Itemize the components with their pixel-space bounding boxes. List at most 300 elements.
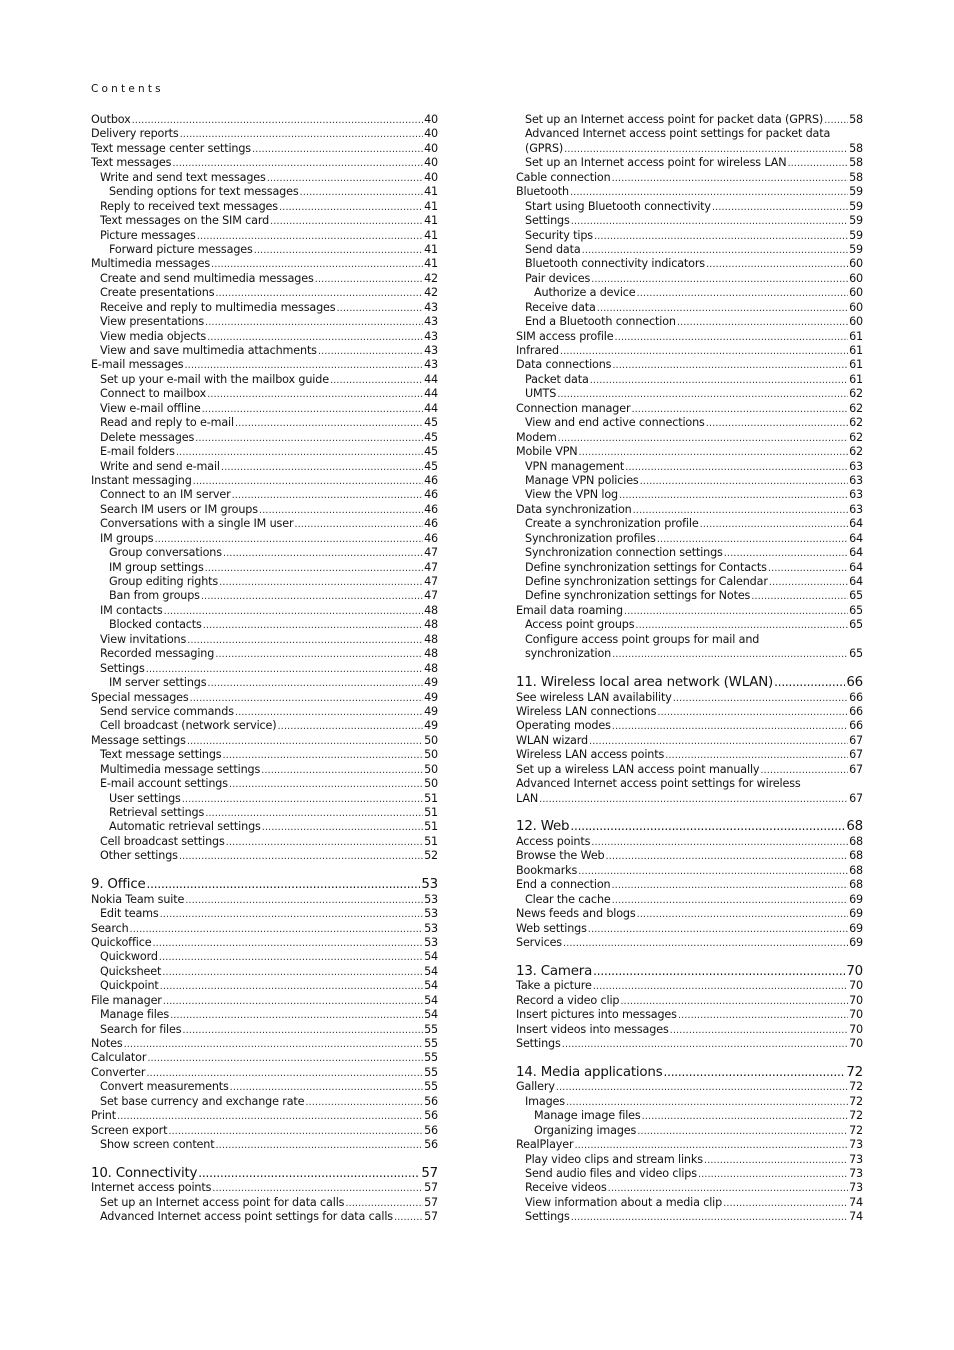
toc-entry[interactable] (91, 950, 438, 964)
toc-entry-title: Manage files (100, 1008, 170, 1022)
toc-entry[interactable] (91, 402, 438, 416)
toc-entry[interactable] (516, 633, 863, 662)
toc-entry-title: Text message center settings (91, 141, 251, 155)
toc-entry[interactable] (91, 286, 438, 300)
dot-leader (633, 504, 848, 518)
toc-entry[interactable] (91, 257, 438, 271)
toc-entry[interactable] (516, 1109, 863, 1123)
toc-entry[interactable] (516, 200, 863, 214)
toc-page-number: 59 (849, 199, 863, 213)
toc-entry-title: IM contacts (100, 603, 163, 617)
toc-entry[interactable] (516, 1008, 863, 1022)
toc-entry-title: Settings (525, 214, 570, 228)
toc-entry[interactable] (516, 561, 863, 575)
toc-entry[interactable] (516, 575, 863, 589)
toc-entry-title: Instant messaging (91, 473, 192, 487)
dot-leader (222, 749, 423, 763)
dot-leader (197, 230, 423, 244)
toc-entry[interactable] (516, 373, 863, 387)
toc-entry[interactable] (91, 820, 438, 834)
toc-page-number: 67 (849, 791, 863, 805)
dot-leader (182, 1024, 423, 1038)
toc-entry[interactable] (516, 214, 863, 228)
toc-chapter-heading[interactable] (516, 675, 863, 691)
toc-entry[interactable] (91, 1080, 438, 1094)
toc-entry[interactable] (516, 763, 863, 777)
toc-page-number: 46 (424, 502, 438, 516)
toc-page-number: 55 (424, 1080, 438, 1094)
toc-page-number: 58 (849, 170, 863, 184)
toc-entry[interactable] (91, 387, 438, 401)
dot-leader (570, 819, 845, 835)
toc-page-number: 54 (424, 950, 438, 964)
toc-entry[interactable] (91, 185, 438, 199)
dot-leader (261, 764, 423, 778)
toc-entry[interactable] (516, 893, 863, 907)
toc-entry[interactable] (91, 373, 438, 387)
toc-entry-title: Connect to an IM server (100, 488, 231, 502)
toc-entry[interactable] (91, 1066, 438, 1080)
toc-entry[interactable] (91, 272, 438, 286)
toc-entry[interactable] (516, 344, 863, 358)
toc-entry[interactable] (516, 1080, 863, 1094)
toc-entry[interactable] (516, 402, 863, 416)
toc-entry[interactable] (91, 315, 438, 329)
toc-entry[interactable] (516, 185, 863, 199)
dot-leader (670, 1024, 848, 1038)
dot-leader (787, 157, 848, 171)
toc-page-number: 70 (849, 1022, 863, 1036)
toc-entry[interactable] (516, 243, 863, 257)
toc-page-number: 73 (849, 1138, 863, 1152)
toc-page-number: 40 (424, 141, 438, 155)
toc-page-number: 46 (424, 517, 438, 531)
toc-entry[interactable] (91, 517, 438, 531)
toc-entry[interactable] (91, 792, 438, 806)
toc-entry[interactable] (91, 1095, 438, 1109)
toc-entry[interactable] (91, 994, 438, 1008)
toc-entry[interactable] (516, 315, 863, 329)
toc-entry[interactable] (516, 1124, 863, 1138)
toc-chapter-heading[interactable] (91, 877, 438, 893)
toc-entry[interactable] (91, 1196, 438, 1210)
toc-entry[interactable] (516, 907, 863, 921)
toc-entry[interactable] (516, 546, 863, 560)
toc-page-number: 45 (424, 416, 438, 430)
toc-entry[interactable] (91, 719, 438, 733)
toc-entry[interactable] (91, 546, 438, 560)
toc-entry[interactable] (91, 1023, 438, 1037)
toc-page-number: 73 (849, 1181, 863, 1195)
toc-entry[interactable] (91, 1008, 438, 1022)
dot-leader (562, 1038, 848, 1052)
toc-page-number: 62 (849, 401, 863, 415)
toc-entry-title: Advanced Internet access point settings for data calls (100, 1210, 393, 1224)
toc-entry-title: UMTS (525, 387, 557, 401)
toc-chapter-title: 13. Camera (516, 963, 593, 979)
toc-page-number: 63 (849, 473, 863, 487)
toc-entry-title: Outbox (91, 113, 131, 126)
toc-entry[interactable] (516, 301, 863, 315)
toc-page-number: 72 (849, 1080, 863, 1094)
dot-leader (160, 980, 423, 994)
toc-entry[interactable] (91, 893, 438, 907)
dot-leader (267, 172, 423, 186)
dot-leader (221, 461, 423, 475)
toc-entry[interactable] (516, 127, 863, 156)
toc-entry[interactable] (91, 979, 438, 993)
toc-entry-title: Show screen content (100, 1138, 215, 1152)
toc-entry[interactable] (516, 618, 863, 632)
toc-page-number: 66 (849, 690, 863, 704)
toc-entry[interactable] (516, 835, 863, 849)
toc-page-number: 69 (849, 935, 863, 949)
toc-column-left (91, 113, 438, 1225)
dot-leader (252, 143, 423, 157)
toc-entry-title: Infrared (516, 344, 559, 357)
toc-entry[interactable] (516, 734, 863, 748)
toc-entry[interactable] (91, 806, 438, 820)
toc-entry[interactable] (91, 1051, 438, 1065)
toc-entry[interactable] (91, 561, 438, 575)
toc-entry[interactable] (91, 575, 438, 589)
dot-leader (571, 1211, 848, 1225)
toc-entry[interactable] (91, 127, 438, 141)
toc-entry-title-continued: synchronization (525, 647, 612, 661)
toc-page-number: 69 (849, 921, 863, 935)
dot-leader (179, 850, 423, 864)
toc-entry[interactable] (91, 922, 438, 936)
toc-page-number: 56 (424, 1138, 438, 1152)
toc-entry[interactable] (91, 647, 438, 661)
toc-page-number: 43 (424, 344, 438, 357)
toc-entry[interactable] (516, 113, 863, 127)
toc-page-number: 45 (424, 459, 438, 473)
toc-entry-title: Automatic retrieval settings (109, 820, 261, 834)
dot-leader (205, 807, 423, 821)
dot-leader (212, 1182, 423, 1196)
toc-entry-title: Retrieval settings (109, 806, 205, 819)
toc-entry-title: Record a video clip (516, 993, 620, 1007)
dot-leader (215, 1139, 423, 1153)
toc-entry[interactable] (516, 589, 863, 603)
toc-page-number: 47 (424, 560, 438, 574)
toc-entry-title: Converter (91, 1065, 146, 1079)
toc-page-number: 48 (424, 647, 438, 661)
dot-leader (571, 215, 848, 229)
toc-page-number: 55 (424, 1037, 438, 1051)
toc-entry-title: Clear the cache (525, 892, 611, 906)
dot-leader (170, 1009, 423, 1023)
toc-page-number: 41 (424, 185, 438, 199)
dot-leader (229, 778, 423, 792)
toc-entry[interactable] (516, 1153, 863, 1167)
toc-entry[interactable] (91, 691, 438, 705)
toc-entry[interactable] (91, 503, 438, 517)
toc-entry[interactable] (91, 1181, 438, 1195)
toc-entry[interactable] (91, 171, 438, 185)
toc-entry[interactable] (91, 936, 438, 950)
dot-leader (278, 720, 424, 734)
toc-entry[interactable] (91, 344, 438, 358)
toc-entry[interactable] (516, 936, 863, 950)
toc-entry[interactable] (91, 1210, 438, 1224)
toc-entry[interactable] (516, 517, 863, 531)
toc-entry[interactable] (91, 214, 438, 228)
toc-page-number: 53 (421, 877, 438, 893)
toc-entry[interactable] (516, 979, 863, 993)
toc-entry[interactable] (91, 301, 438, 315)
dot-leader (164, 605, 424, 619)
toc-entry[interactable] (516, 748, 863, 762)
toc-page-number: 48 (424, 661, 438, 675)
toc-entry[interactable] (516, 864, 863, 878)
dot-leader (172, 157, 423, 171)
toc-entry[interactable] (91, 777, 438, 791)
toc-entry[interactable] (516, 286, 863, 300)
toc-chapter-heading[interactable] (516, 964, 863, 980)
toc-page-number: 65 (849, 647, 863, 661)
dot-leader (574, 1139, 848, 1153)
toc-entry[interactable] (91, 676, 438, 690)
toc-entry-title: Images (525, 1094, 565, 1108)
toc-entry[interactable] (516, 922, 863, 936)
toc-entry[interactable] (91, 907, 438, 921)
toc-entry[interactable] (91, 532, 438, 546)
toc-entry-title: Notes (91, 1037, 123, 1051)
toc-entry-title: Organizing images (534, 1123, 637, 1137)
toc-entry[interactable] (516, 1138, 863, 1152)
toc-page-number: 53 (424, 935, 438, 949)
toc-entry[interactable] (91, 113, 438, 127)
dot-leader (279, 201, 423, 215)
toc-page-number: 66 (849, 704, 863, 718)
toc-entry[interactable] (91, 734, 438, 748)
toc-entry-title: IM groups (100, 531, 154, 545)
toc-entry[interactable] (516, 503, 863, 517)
toc-page-number: 52 (424, 849, 438, 863)
toc-page-number: 70 (849, 979, 863, 993)
toc-entry[interactable] (516, 330, 863, 344)
toc-entry[interactable] (516, 358, 863, 372)
toc-entry-line (525, 142, 863, 156)
toc-entry-title: Write and send text messages (100, 170, 266, 184)
toc-entry[interactable] (516, 532, 863, 546)
toc-entry[interactable] (516, 460, 863, 474)
toc-entry[interactable] (516, 1023, 863, 1037)
toc-entry[interactable] (516, 849, 863, 863)
toc-entry[interactable] (91, 142, 438, 156)
dot-leader (147, 1052, 423, 1066)
toc-entry[interactable] (91, 229, 438, 243)
toc-entry[interactable] (516, 719, 863, 733)
toc-entry[interactable] (91, 604, 438, 618)
toc-entry[interactable] (516, 777, 863, 806)
dot-leader (146, 663, 423, 677)
toc-entry[interactable] (516, 1210, 863, 1224)
toc-page-number: 45 (424, 430, 438, 444)
toc-entry[interactable] (91, 1138, 438, 1152)
dot-leader (591, 836, 848, 850)
dot-leader (132, 114, 423, 128)
toc-entry[interactable] (91, 445, 438, 459)
toc-entry[interactable] (516, 387, 863, 401)
toc-entry-title: Text message settings (100, 748, 222, 762)
toc-entry-title: Print (91, 1109, 116, 1123)
toc-entry-title: Screen export (91, 1123, 168, 1137)
dot-leader (588, 923, 848, 937)
toc-entry[interactable] (516, 878, 863, 892)
toc-entry[interactable] (91, 488, 438, 502)
toc-entry[interactable] (91, 474, 438, 488)
toc-entry[interactable] (91, 156, 438, 170)
toc-page-number: 54 (424, 993, 438, 1007)
toc-chapter-heading[interactable] (91, 1166, 438, 1182)
toc-entry-title: Write and send e-mail (100, 459, 220, 473)
toc-chapter-title: 9. Office (91, 877, 146, 893)
toc-entry[interactable] (91, 1124, 438, 1138)
toc-entry[interactable] (516, 431, 863, 445)
toc-entry[interactable] (516, 474, 863, 488)
dot-leader (597, 302, 848, 316)
dot-leader (612, 894, 848, 908)
toc-entry[interactable] (91, 835, 438, 849)
toc-entry[interactable] (516, 604, 863, 618)
dot-leader (176, 446, 423, 460)
toc-entry[interactable] (91, 849, 438, 863)
dot-leader (640, 475, 848, 489)
toc-page-number: 55 (424, 1051, 438, 1065)
toc-entry[interactable] (516, 1196, 863, 1210)
toc-page-number: 49 (424, 676, 438, 690)
toc-entry[interactable] (516, 156, 863, 170)
toc-entry-title: Search (91, 921, 129, 935)
toc-page-number: 48 (424, 632, 438, 646)
toc-entry[interactable] (91, 633, 438, 647)
toc-page-number: 68 (846, 819, 863, 835)
toc-entry[interactable] (91, 416, 438, 430)
toc-entry[interactable] (516, 1037, 863, 1051)
dot-leader (205, 316, 423, 330)
toc-entry-title: Send service commands (100, 704, 234, 718)
toc-entry[interactable] (91, 965, 438, 979)
toc-page-number: 59 (849, 242, 863, 256)
toc-entry[interactable] (516, 257, 863, 271)
toc-entry-title: Take a picture (516, 979, 592, 993)
toc-entry-title: Services (516, 935, 562, 949)
dot-leader (207, 677, 423, 691)
toc-entry[interactable] (91, 1037, 438, 1051)
toc-page-number: 47 (424, 589, 438, 603)
toc-entry[interactable] (91, 763, 438, 777)
toc-entry-title: Bookmarks (516, 863, 578, 877)
dot-leader (635, 619, 848, 633)
toc-entry-title: VPN management (525, 459, 625, 473)
dot-leader (230, 1081, 423, 1095)
toc-page-number: 42 (424, 271, 438, 285)
toc-page-number: 50 (424, 762, 438, 776)
toc-page-number: 41 (424, 199, 438, 213)
toc-entry[interactable] (91, 330, 438, 344)
toc-entry[interactable] (91, 200, 438, 214)
dot-leader (219, 576, 423, 590)
toc-entry-title: Text messages on the SIM card (100, 214, 270, 228)
toc-page-number: 61 (849, 358, 863, 372)
dot-leader (824, 114, 848, 128)
toc-entry[interactable] (91, 748, 438, 762)
dot-leader (254, 244, 423, 258)
toc-entry-title: View information about a media clip (525, 1195, 723, 1209)
toc-entry[interactable] (516, 1095, 863, 1109)
toc-entry[interactable] (91, 618, 438, 632)
toc-page-number: 53 (424, 892, 438, 906)
toc-page-number: 44 (424, 372, 438, 386)
toc-entry-title: Multimedia messages (91, 257, 211, 271)
toc-entry-title: Browse the Web (516, 849, 605, 863)
dot-leader (624, 605, 848, 619)
toc-entry-title: Receive data (525, 300, 596, 314)
toc-page-number: 68 (849, 863, 863, 877)
toc-page-number: 46 (424, 531, 438, 545)
toc-entry-title: News feeds and blogs (516, 907, 636, 921)
toc-page-number: 57 (424, 1195, 438, 1209)
dot-leader (657, 706, 848, 720)
dot-leader (723, 1197, 848, 1211)
toc-entry[interactable] (516, 994, 863, 1008)
toc-entry-title: RealPlayer (516, 1138, 574, 1152)
toc-entry[interactable] (516, 705, 863, 719)
toc-entry[interactable] (516, 488, 863, 502)
toc-entry[interactable] (91, 662, 438, 676)
toc-entry[interactable] (91, 589, 438, 603)
toc-entry[interactable] (516, 1167, 863, 1181)
toc-entry[interactable] (91, 431, 438, 445)
toc-chapter-heading[interactable] (516, 819, 863, 835)
toc-entry[interactable] (516, 171, 863, 185)
toc-page-number: 49 (424, 690, 438, 704)
toc-entry[interactable] (516, 691, 863, 705)
toc-entry-title: Reply to received text messages (100, 199, 278, 213)
toc-page-number: 57 (424, 1181, 438, 1195)
dot-leader (612, 648, 848, 662)
toc-chapter-heading[interactable] (516, 1065, 863, 1081)
toc-entry[interactable] (91, 705, 438, 719)
toc-page-number: 56 (424, 1109, 438, 1123)
dot-leader (205, 562, 423, 576)
dot-leader (591, 273, 848, 287)
toc-entry[interactable] (516, 229, 863, 243)
toc-page-number: 62 (849, 445, 863, 459)
toc-page-number: 60 (849, 257, 863, 271)
toc-entry[interactable] (91, 1109, 438, 1123)
toc-entry[interactable] (516, 1181, 863, 1195)
page-header: Contents (91, 83, 164, 95)
toc-entry[interactable] (91, 460, 438, 474)
dot-leader (318, 345, 423, 359)
toc-entry[interactable] (516, 416, 863, 430)
toc-page-number: 58 (849, 113, 863, 126)
toc-entry[interactable] (516, 272, 863, 286)
toc-entry-title: Set up an Internet access point for wireless LAN (525, 156, 787, 170)
toc-entry[interactable] (91, 358, 438, 372)
toc-entry[interactable] (91, 243, 438, 257)
toc-entry-title: IM server settings (109, 676, 207, 690)
toc-entry[interactable] (516, 445, 863, 459)
toc-entry-title: View and save multimedia attachments (100, 344, 317, 357)
dot-leader (394, 1211, 423, 1225)
toc-entry-title: Calculator (91, 1051, 147, 1065)
toc-page-number: 63 (849, 459, 863, 473)
